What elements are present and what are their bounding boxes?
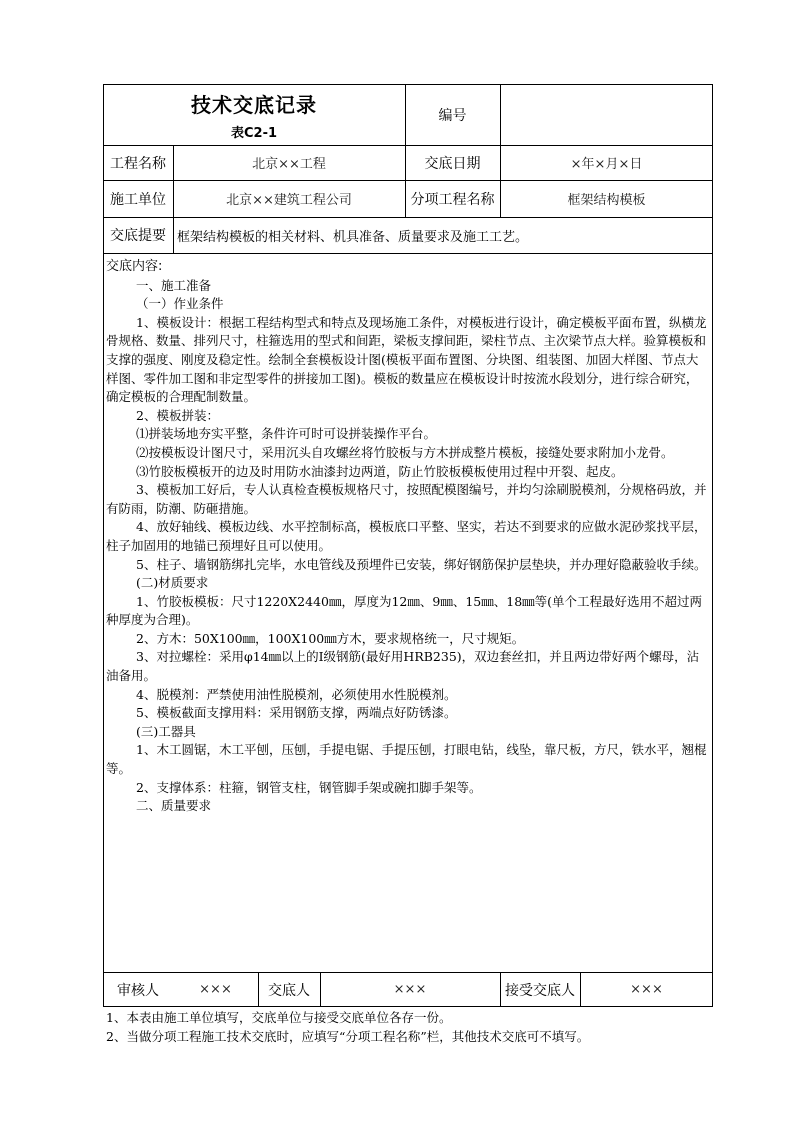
content-line: 1、竹胶板模板：尺寸1220X2440㎜，厚度为12㎜、9㎜、15㎜、18㎜等(单个工程最好选用不超过两种厚度为合理)。: [106, 593, 703, 628]
content-line: 二、质量要求: [136, 798, 212, 814]
subproject-name-label: 分项工程名称: [410, 191, 495, 208]
header-title-cell: [103, 84, 405, 145]
summary-value: 框架结构模板的相关材料、机具准备、质量要求及施工工艺。: [177, 229, 529, 245]
discloser-label: 交底人: [268, 982, 310, 999]
content-line: 4、脱模剂：严禁使用油性脱模剂，必须使用水性脱模剂。: [136, 686, 457, 702]
disclosure-date-value: ×年×月×日: [570, 157, 643, 172]
content-line: 3、模板加工好后，专人认真检查模板规格尺寸，按照配模图编号，并均匀涂刷脱模剂，分规格码放，并有防雨，防潮、防砸措施。: [106, 482, 707, 516]
reviewer-label: 审核人: [117, 982, 159, 999]
content-line: 一、施工准备: [136, 277, 212, 293]
content-line: 2、模板拼装：: [136, 407, 219, 423]
content-line: ⑶竹胶板模板开的边及时用防水油漆封边两道，防止竹胶板模板使用过程中开裂、起皮。: [136, 463, 624, 479]
construction-unit-value: 北京××建筑工程公司: [226, 193, 352, 208]
content-line: 3、对拉螺栓：采用φ14㎜以上的Ⅰ级钢筋(最好用HRB235)，双边套丝扣，并且两边带好两个螺母，沾油备用。: [106, 649, 700, 684]
note-line: 2、当做分项工程施工技术交底时，应填写“分项工程名称”栏，其他技术交底可不填写。: [106, 1029, 590, 1044]
number-label: 编号: [438, 107, 467, 124]
content-line: 1、模板设计：根据工程结构型式和特点及现场施工条件，对模板进行设计，确定模板平面布置，纵横龙骨规格、数量、排列尺寸，柱箍选用的型式和间距，梁板支撑间距，梁柱节点、主次梁节点大样。验算模板和支撑的强度、刚度及稳定性。绘制全套模板设计图(模板平面布置图、分块图、组装图、加固大样图、节点大样图、零件加工图和非定型零件的拼接加工图)。模板的数量应在模板设计时按流水段划分，进行综合研究，确定模板的合理配制数量。: [106, 314, 707, 405]
content-line: ⑵按模板设计图尺寸，采用沉头自攻螺丝将竹胶板与方木拼成整片模板，接缝处要求附加小龙骨。: [136, 444, 674, 460]
receiver-value: ×××: [630, 982, 663, 997]
form-notes: [106, 1008, 766, 1046]
receiver-label: 接受交底人: [505, 982, 575, 999]
content-line: 2、方木：50X100㎜，100X100㎜方木，要求规格统一，尺寸规矩。: [136, 630, 525, 646]
content-line: (三)工器具: [136, 723, 196, 739]
content-line: 2、支撑体系：柱箍，钢管支柱，钢管脚手架或碗扣脚手架等。: [136, 779, 482, 795]
subproject-name-value: 框架结构模板: [567, 193, 646, 208]
form-number: 表C2-1: [230, 125, 278, 141]
project-name-label: 工程名称: [110, 155, 166, 172]
form-title: 技术交底记录: [191, 92, 317, 117]
reviewer-value: ×××: [199, 982, 232, 997]
content-line: (二)材质要求: [136, 575, 209, 591]
number-value: [500, 84, 713, 145]
summary-label: 交底提要: [110, 228, 166, 244]
content-heading: 交底内容:: [106, 259, 163, 274]
content-line: （一）作业条件: [136, 296, 224, 312]
project-name-value: 北京××工程: [252, 157, 326, 172]
content-line: 5、柱子、墙钢筋绑扎完毕，水电管线及预埋件已安装，绑好钢筋保护层垫块，并办理好隐蔽验收手续。: [136, 556, 707, 572]
disclosure-date-label: 交底日期: [424, 155, 481, 172]
content-line: 4、放好轴线、模板边线、水平控制标高，模板底口平整、坚实，若达不到要求的应做水泥砂浆找平层，柱子加固用的地锚已预埋好且可以使用。: [106, 519, 707, 553]
construction-unit-label: 施工单位: [110, 191, 166, 208]
content-line: 1、木工圆锯，木工平刨，压刨，手提电锯、手提压刨，打眼电钻，线坠，靠尺板，方尺，铁水平，翘棍等。: [106, 742, 707, 777]
note-line: 1、本表由施工单位填写，交底单位与接受交底单位各存一份。: [106, 1010, 452, 1025]
disclosure-content: [106, 258, 710, 816]
row-divider: [103, 253, 713, 254]
content-line: 5、模板截面支撑用料：采用钢筋支撑，两端点好防锈漆。: [136, 705, 457, 721]
discloser-value: ×××: [393, 982, 427, 997]
content-line: ⑴拼装场地夯实平整，条件许可时可设拼装操作平台。: [136, 426, 437, 442]
